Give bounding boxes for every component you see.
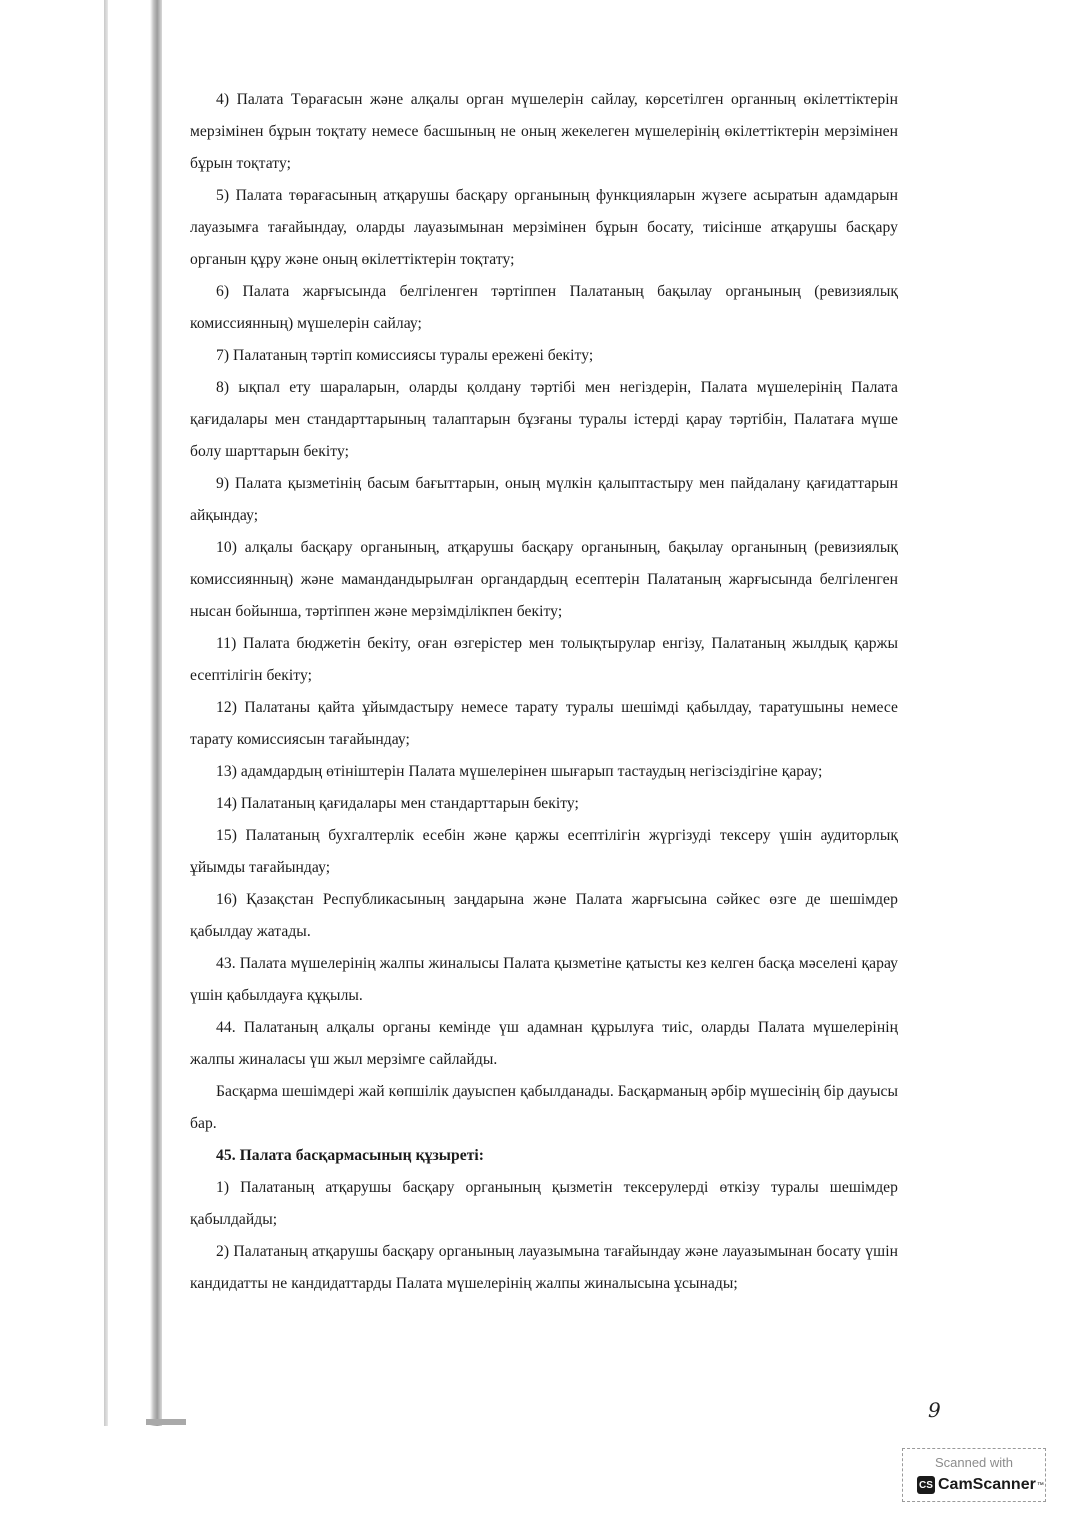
camscanner-watermark [902,1448,1046,1502]
trademark-symbol: ™ [1036,1481,1044,1489]
paragraph-item-12: 12) Палатаны қайта ұйымдастыру немесе тарату туралы шешімді қабылдау, таратушыны немесе тарату комиссиясын тағайындау; [190,699,898,748]
paragraph-item-15: 15) Палатаның бухгалтерлік есебін және қаржы есептілігін жүргізуді тексеру үшін аудиторлық ұйымды тағайындау; [190,827,898,876]
camscanner-brand-row [917,1475,1044,1495]
clause-43: 43. Палата мүшелерінің жалпы жиналысы Палата қызметіне қатысты кез келген басқа мәселені қарау үшін қабылдауға құқылы. [190,955,898,1004]
paragraph-item-11: 11) Палата бюджетін бекіту, оған өзгерістер мен толықтырулар енгізу, Палатаның жылдық қаржы есептілігін бекіту; [190,635,898,684]
paragraph-item-10: 10) алқалы басқару органының, атқарушы басқару органының, бақылау органының (ревизиялық комиссиянның) және мамандандырылған органдардың есептерін Палатаның жарғысында белгіленген нысан бойынша, тәртіппен және мерзімділікпен бекіту; [190,539,898,620]
document-page [190,84,898,1300]
page-number: 9 [928,1398,941,1422]
scan-edge-dark-band [150,0,162,1426]
paragraph-item-4: 4) Палата Төрағасын және алқалы орган мүшелерін сайлау, көрсетілген органның өкілеттіктерін мерзімінен бұрын тоқтату немесе басшының не оның жекелеген мүшелерінің өкілеттіктерін мерзімінен бұрын тоқтату; [190,91,898,172]
clause-45-heading: 45. Палата басқармасының құзыреті: [216,1147,485,1164]
scanned-with-caption: Scanned with [934,1455,1014,1470]
board-voting-paragraph: Басқарма шешімдері жай көпшілік дауыспен қабылданады. Басқарманың әрбір мүшесінің бір дауысы бар. [190,1083,898,1132]
paragraph-item-6: 6) Палата жарғысында белгіленген тәртіппен Палатаның бақылау органының (ревизиялық комиссиянның) мүшелерін сайлау; [190,283,898,332]
board-competence-item-2: 2) Палатаның атқарушы басқару органының лауазымына тағайындау және лауазымынан босату үшін кандидатты не кандидаттарды Палата мүшелерінің жалпы жиналысына ұсынады; [190,1243,898,1292]
scan-bottom-mark [146,1419,186,1425]
paragraph-item-14: 14) Палатаның қағидалары мен стандарттарын бекіту; [216,795,579,812]
camscanner-brand-name: CamScanner [938,1476,1036,1493]
board-competence-item-1: 1) Палатаның атқарушы басқару органының қызметін тексерулерді өткізу туралы шешімдер қабылдайды; [190,1179,898,1228]
paragraph-item-7: 7) Палатаның тәртіп комиссиясы туралы ережені бекіту; [216,347,594,364]
camscanner-logo-icon: CS [917,1476,935,1494]
clause-44: 44. Палатаның алқалы органы кемінде үш адамнан құрылуға тиіс, оларды Палата мүшелерінің жалпы жиналасы үш жыл мерзімге сайлайды. [190,1019,898,1068]
paragraph-item-13: 13) адамдардың өтініштерін Палата мүшелерінен шығарып тастаудың негізсіздігіне қарау; [216,763,823,780]
paragraph-item-8: 8) ықпал ету шараларын, оларды қолдану тәртібі мен негіздерін, Палата мүшелерінің Палата қағидалары мен стандарттарының талаптарын бұзғаны туралы істерді қарау тәртібін, Палатаға мүше болу шарттарын бекіту; [190,379,898,460]
paragraph-item-5: 5) Палата төрағасының атқарушы басқару органының функцияларын жүзеге асыратын адамдарын лауазымға тағайындау, оларды лауазымынан мерзімінен бұрын босату, тиісінше атқарушы басқару органын құру және оның өкілеттіктерін тоқтату; [190,187,898,268]
paragraph-item-16: 16) Қазақстан Республикасының заңдарына және Палата жарғысына сәйкес өзге де шешімдер қабылдау жатады. [190,891,898,940]
paragraph-item-9: 9) Палата қызметінің басым бағыттарын, оның мүлкін қалыптастыру мен пайдалану қағидаттарын айқындау; [190,475,898,524]
scan-edge-shadow [104,0,108,1426]
